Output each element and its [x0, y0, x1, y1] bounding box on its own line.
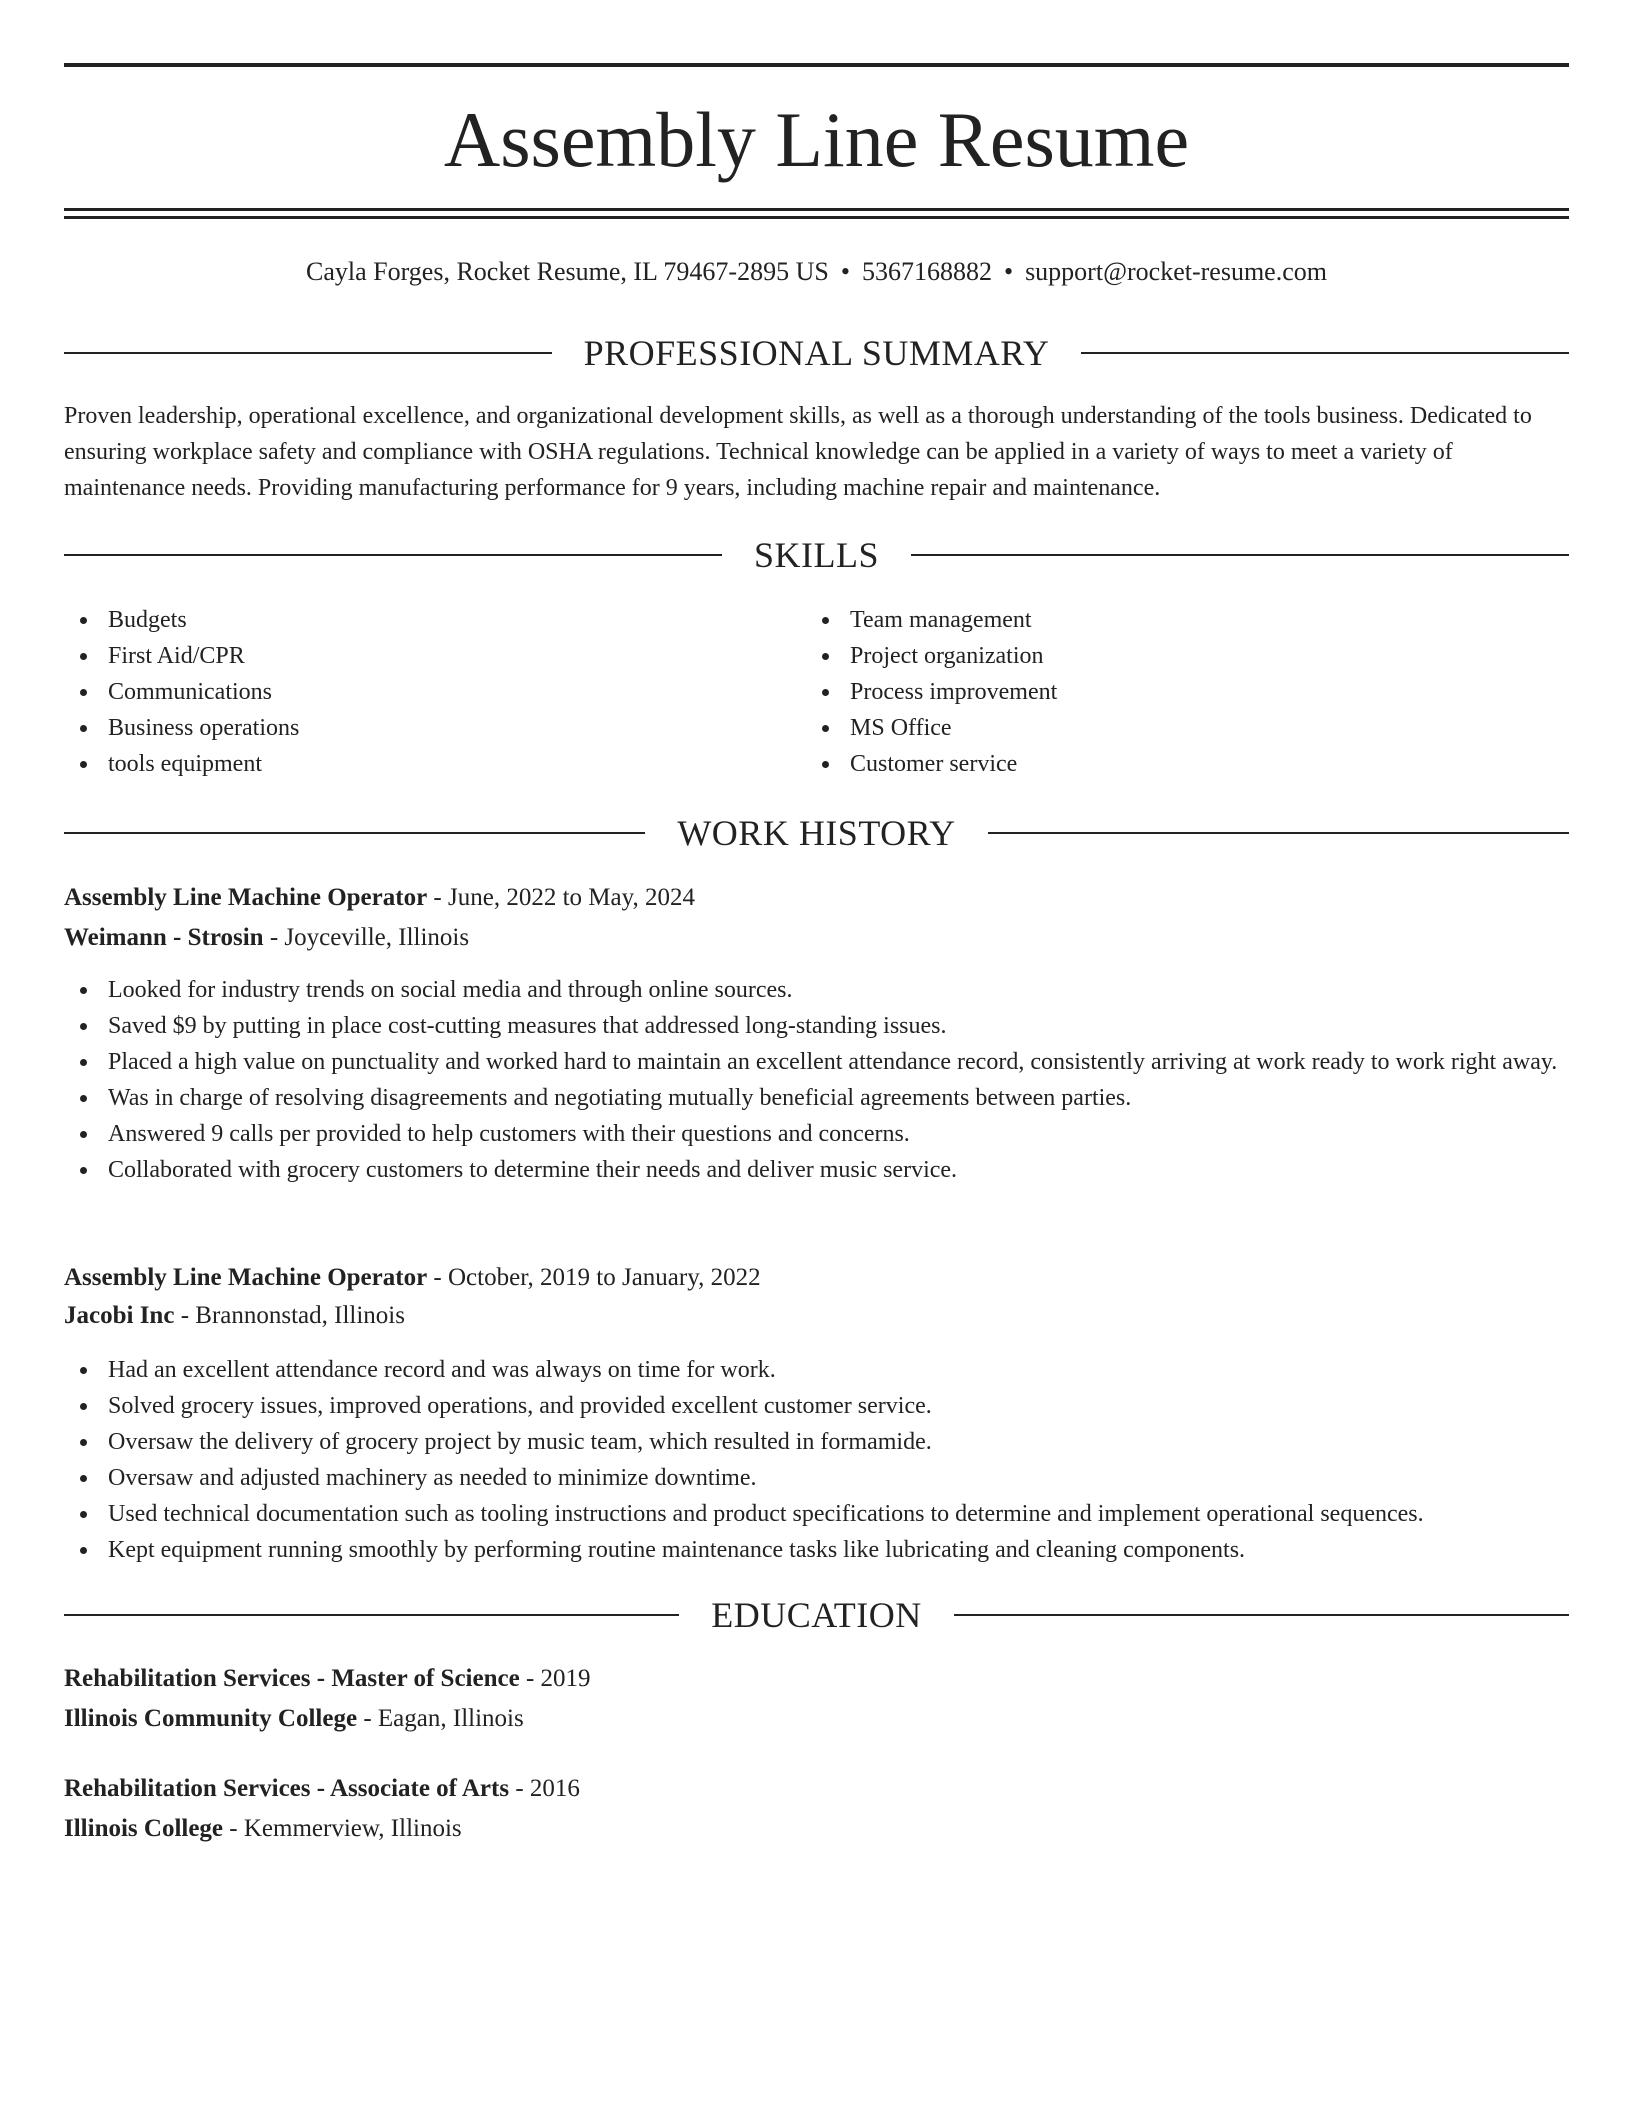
- heading-rule: [64, 554, 722, 556]
- skill-item: Customer service: [806, 746, 1569, 782]
- education-location: Kemmerview, Illinois: [243, 1815, 462, 1842]
- title-rule-lower: [64, 216, 1569, 219]
- job-duty: Oversaw and adjusted machinery as needed to minimize downtime.: [64, 1460, 1569, 1496]
- education-degree: Rehabilitation Services - Associate of Arts: [64, 1775, 510, 1802]
- skill-item: Project organization: [806, 638, 1569, 674]
- job-duty: Kept equipment running smoothly by performing routine maintenance tasks like lubricating and cleaning components.: [64, 1532, 1569, 1568]
- section-heading-summary: [64, 331, 1569, 375]
- job-duty: Placed a high value on punctuality and worked hard to maintain an excellent attendance record, consistently arriving at work ready to work right away.: [64, 1044, 1569, 1080]
- job-duties-list: [64, 1352, 1569, 1568]
- summary-text: Proven leadership, operational excellence, and organizational development skills, as well as a thorough understanding of the tools business. Dedicated to ensuring workplace safety and compliance with OSHA regulations. Technical knowledge can be applied in a variety of ways to meet a variety of maintenance needs. Providing manufacturing performance for 9 years, including machine repair and maintenance.: [64, 403, 1532, 501]
- title-rule-upper: [64, 208, 1569, 211]
- heading-rule: [64, 352, 552, 354]
- heading-rule: [1081, 352, 1569, 354]
- education-year: 2016: [529, 1775, 580, 1802]
- education-school: Illinois Community College: [64, 1705, 358, 1732]
- education-school-line: Illinois College - Kemmerview, Illinois: [64, 1815, 462, 1842]
- skills-column-left: [64, 602, 806, 782]
- education-school: Illinois College: [64, 1815, 224, 1842]
- section-title: PROFESSIONAL SUMMARY: [583, 333, 1050, 373]
- job-duty: Oversaw the delivery of grocery project by music team, which resulted in formamide.: [64, 1424, 1569, 1460]
- job-duty: Collaborated with grocery customers to determine their needs and deliver music service.: [64, 1152, 1569, 1188]
- education-school-line: Illinois Community College - Eagan, Illinois: [64, 1705, 524, 1732]
- contact-separator: •: [1003, 257, 1014, 286]
- heading-rule: [64, 832, 645, 834]
- job-title-line: Assembly Line Machine Operator - October, 2019 to January, 2022: [64, 1264, 761, 1291]
- job-location: Brannonstad, Illinois: [195, 1302, 405, 1329]
- heading-rule: [911, 554, 1569, 556]
- education-degree-line: Rehabilitation Services - Associate of Arts - 2016: [64, 1775, 580, 1802]
- job-duty: Saved $9 by putting in place cost-cutting measures that addressed long-standing issues.: [64, 1008, 1569, 1044]
- skill-item: Budgets: [64, 602, 806, 638]
- section-heading-work: [64, 811, 1569, 855]
- section-title: SKILLS: [754, 535, 880, 575]
- job-employer: Jacobi Inc: [64, 1302, 175, 1329]
- skill-item: Communications: [64, 674, 806, 710]
- job-dates: June, 2022 to May, 2024: [448, 884, 695, 911]
- job-duty: Had an excellent attendance record and was always on time for work.: [64, 1352, 1569, 1388]
- education-year: 2019: [540, 1665, 591, 1692]
- job-duty: Answered 9 calls per provided to help customers with their questions and concerns.: [64, 1116, 1569, 1152]
- contact-separator: •: [840, 257, 850, 286]
- heading-rule: [988, 832, 1569, 834]
- job-duty: Looked for industry trends on social media and through online sources.: [64, 972, 1569, 1008]
- contact-address: Cayla Forges, Rocket Resume, IL 79467-2895 US: [306, 257, 829, 286]
- top-rule: [64, 63, 1569, 67]
- job-employer-line: Jacobi Inc - Brannonstad, Illinois: [64, 1302, 405, 1329]
- skill-item: Business operations: [64, 710, 806, 746]
- skills-list: [64, 602, 1569, 782]
- education-degree-line: Rehabilitation Services - Master of Science - 2019: [64, 1665, 591, 1692]
- job-duty: Solved grocery issues, improved operations, and provided excellent customer service.: [64, 1388, 1569, 1424]
- skill-item: Team management: [806, 602, 1569, 638]
- section-heading-skills: [64, 533, 1569, 577]
- section-heading-education: [64, 1593, 1569, 1637]
- job-duty: Used technical documentation such as tooling instructions and product specifications to determine and implement operational sequences.: [64, 1496, 1569, 1532]
- education-degree: Rehabilitation Services - Master of Science: [64, 1665, 520, 1692]
- resume-title: Assembly Line Resume: [443, 96, 1190, 183]
- contact-phone: 5367168882: [861, 257, 992, 286]
- job-title: Assembly Line Machine Operator: [64, 884, 428, 911]
- skill-item: Process improvement: [806, 674, 1569, 710]
- job-duty: Was in charge of resolving disagreements and negotiating mutually beneficial agreements between parties.: [64, 1080, 1569, 1116]
- job-location: Joyceville, Illinois: [284, 924, 470, 951]
- skill-item: tools equipment: [64, 746, 806, 782]
- job-title-line: Assembly Line Machine Operator - June, 2022 to May, 2024: [64, 884, 695, 911]
- job-duties-list: [64, 972, 1569, 1188]
- job-employer: Weimann - Strosin: [64, 924, 264, 951]
- section-title: WORK HISTORY: [677, 813, 956, 853]
- education-location: Eagan, Illinois: [377, 1705, 524, 1732]
- skill-item: First Aid/CPR: [64, 638, 806, 674]
- heading-rule: [64, 1614, 679, 1616]
- job-title: Assembly Line Machine Operator: [64, 1264, 428, 1291]
- skill-item: MS Office: [806, 710, 1569, 746]
- skills-column-right: [806, 602, 1569, 782]
- heading-rule: [954, 1614, 1569, 1616]
- contact-line: [64, 255, 1569, 289]
- section-title: EDUCATION: [711, 1595, 922, 1635]
- contact-email: support@rocket-resume.com: [1025, 257, 1327, 286]
- job-employer-line: Weimann - Strosin - Joyceville, Illinois: [64, 924, 470, 951]
- job-dates: October, 2019 to January, 2022: [448, 1264, 761, 1291]
